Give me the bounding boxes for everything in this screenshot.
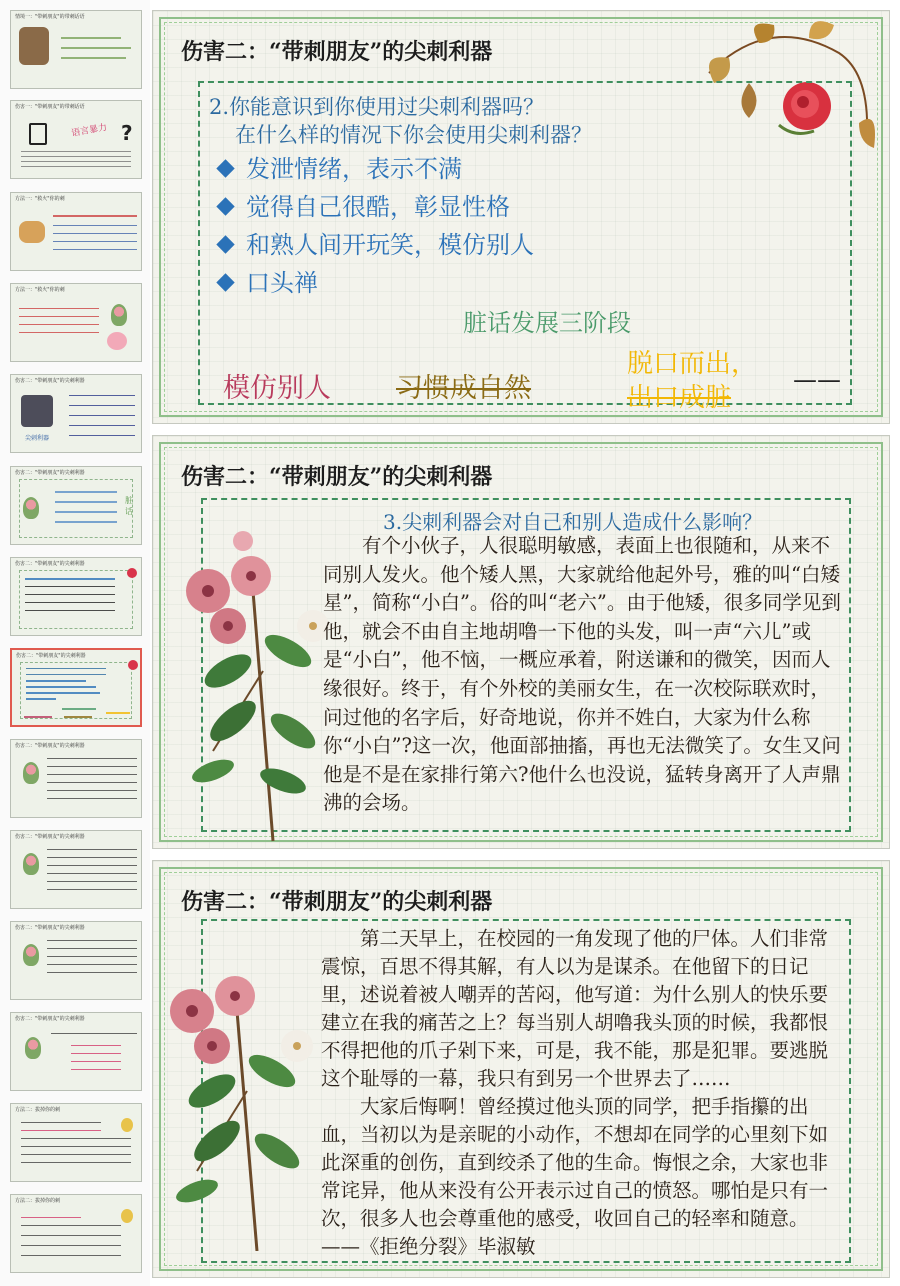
- slide-thumbnail-8-selected[interactable]: [10, 648, 142, 727]
- stage-3-label-line1: 脱口而出，: [627, 349, 758, 379]
- slide-thumbnail-6[interactable]: [10, 466, 142, 545]
- character-image: [21, 395, 53, 427]
- trailing-dash: ——: [793, 366, 841, 394]
- slide-thumbnail-2[interactable]: [10, 100, 142, 179]
- thumbnail-title: 方法二：拔掉你的刺: [15, 1198, 61, 1204]
- question-line-2: 在什么样的情况下你会使用尖刺利器？: [235, 123, 592, 147]
- pig-image: [107, 332, 127, 350]
- thumbnail-title: 伤害二："带刺朋友"的尖刺利器: [16, 653, 86, 659]
- thumbnail-title: 伤害二："带刺朋友"的尖刺利器: [15, 1016, 85, 1022]
- question-3: 3.尖刺利器会对自己和别人造成什么影响？: [383, 510, 763, 534]
- story-paragraph: 有个小伙子，人很聪明敏感，表面上也很随和，从来不同别人发火。他个矮人黑，大家就给他起外号，雅的叫“白矮星”，简称“小白”。俗的叫“老六”。由于他矮，很多同学见到他，就会不由自主地胡噜一下他的头发，叫一声“六儿”或是“小白”，他不恼，一概应承着，附送谦和的微笑，因而人缘很好。终于，有个外校的美丽女生，在一次校际联欢时，问过他的名字后，好奇地说，你并不姓白，大家为什么称你“小白”?这一次，他面部抽搐，再也无法微笑了。女生又问他是不是在家排行第六?他什么也没说，猛转身离开了人声鼎沸的会场。: [323, 534, 841, 815]
- question-line-1: 2.你能意识到你使用过尖刺利器吗？: [209, 95, 545, 119]
- character-image: [19, 27, 49, 65]
- slide-title: 伤害二：“带刺朋友”的尖刺利器: [181, 39, 493, 65]
- slide-1[interactable]: [152, 10, 890, 424]
- slide-thumbnail-11[interactable]: [10, 921, 142, 1000]
- bullet-item: 口头禅: [219, 263, 318, 298]
- thumbnail-title: 伤害二："带刺朋友"的尖刺利器: [15, 925, 85, 931]
- stage-3-label-line2: 出口成脏: [627, 383, 732, 413]
- rose-image: [128, 660, 138, 670]
- thumbnail-title: 方法二：拔掉你的刺: [15, 1107, 61, 1113]
- paragraph-2: 大家后悔啊！曾经摸过他头顶的同学，把手指攥的出血，当初以为是亲昵的小动作，不想却在同学的心里刻下如此深重的创伤，直到绞杀了他的生命。悔恨之余，大家也非常诧异，他从来没有公开表示过自己的愤怒。哪怕是只有一次，很多人也会尊重他的感受，收回自己的轻率和随意。 ——《拒绝分裂》毕淑敏: [321, 1095, 858, 1258]
- question-mark-icon: ?: [121, 121, 133, 145]
- lemon-image: [121, 1209, 133, 1223]
- slide-thumbnail-13[interactable]: [10, 1103, 142, 1182]
- flower-illustration: [173, 531, 333, 849]
- thumbnail-caption: 语言暴力: [70, 122, 108, 140]
- slide-thumbnail-3[interactable]: [10, 192, 142, 271]
- diamond-bullet-icon: [216, 235, 234, 253]
- slide-thumbnail-9[interactable]: [10, 739, 142, 818]
- slide-thumbnail-12[interactable]: [10, 1012, 142, 1091]
- thumbnail-title: 伤害二："带刺朋友"的尖刺利器: [15, 743, 85, 749]
- slide-thumbnail-10[interactable]: [10, 830, 142, 909]
- thumbnail-title: 方法一："救火"你的刺: [15, 287, 65, 293]
- slide-thumbnail-1[interactable]: [10, 10, 142, 89]
- lemon-image: [121, 1118, 133, 1132]
- thumbnail-side-label: 脏话: [125, 496, 133, 516]
- slide-thumbnail-5[interactable]: [10, 374, 142, 453]
- slide-thumbnail-pane[interactable]: [0, 0, 150, 1286]
- document-icon: [29, 123, 47, 145]
- bullet-item: 觉得自己很酷，彰显性格: [219, 187, 510, 222]
- slide-3[interactable]: [152, 860, 890, 1278]
- slide-thumbnail-14[interactable]: [10, 1194, 142, 1273]
- slide-2[interactable]: [152, 435, 890, 849]
- flower-illustration: [157, 951, 317, 1251]
- thumbnail-title: 方法一："救火"你的刺: [15, 196, 65, 202]
- thumbnail-title: 伤害二："带刺朋友"的尖刺利器: [15, 834, 85, 840]
- story-continuation: [321, 925, 858, 1261]
- food-image: [19, 221, 45, 243]
- slide-title: 伤害二：“带刺朋友”的尖刺利器: [181, 889, 493, 915]
- thumbnail-title: 情境一："带刺朋友"的带刺话语: [15, 14, 85, 20]
- thumbnail-caption: 尖刺利器: [25, 435, 50, 442]
- stage-1-label: 模仿别人: [223, 373, 331, 404]
- slide-thumbnail-7[interactable]: [10, 557, 142, 636]
- slide-title: 伤害二：“带刺朋友”的尖刺利器: [181, 464, 493, 490]
- stage-2-label: 习惯成自然: [396, 373, 531, 404]
- paragraph-1: 第二天早上，在校园的一角发现了他的尸体。人们非常震惊，百思不得其解，有人以为是谋杀。在他留下的日记里，述说着被人嘲弄的苦闷，他写道：为什么别人的快乐要建立在我的痛苦之上？每当别人胡噜我头顶的时候，我都恨不得把他的爪子剁下来，可是，我不能，那是犯罪。要逃脱这个耻辱的一幕，我只有到另一个世界去了……: [321, 927, 829, 1090]
- thumbnail-title: 伤害二："带刺朋友"的尖刺利器: [15, 378, 85, 384]
- thumbnail-title: 伤害二："带刺朋友"的尖刺利器: [15, 561, 85, 567]
- diamond-bullet-icon: [216, 273, 234, 291]
- diamond-bullet-icon: [216, 159, 234, 177]
- thumbnail-title: 伤害一："带刺朋友"的带刺话语: [15, 104, 85, 110]
- stages-heading: 脏话发展三阶段: [463, 309, 631, 337]
- slide-thumbnail-4[interactable]: [10, 283, 142, 362]
- thumbnail-title: 伤害二："带刺朋友"的尖刺利器: [15, 470, 85, 476]
- bullet-item: 和熟人间开玩笑，模仿别人: [219, 225, 534, 260]
- rose-image: [127, 568, 137, 578]
- diamond-bullet-icon: [216, 197, 234, 215]
- bullet-item: 发泄情绪，表示不满: [219, 149, 462, 184]
